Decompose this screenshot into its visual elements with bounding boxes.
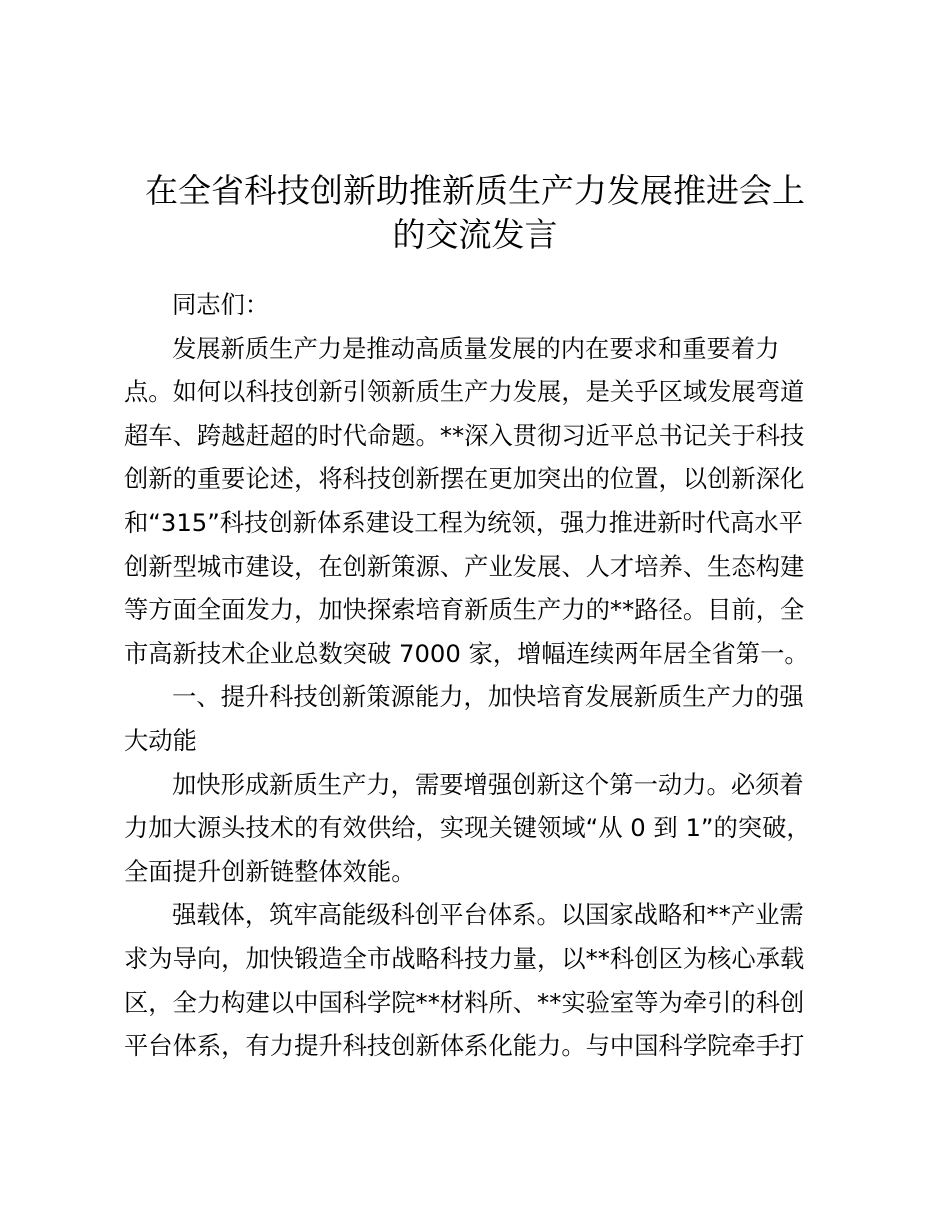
- section-heading-line: 一、提升科技创新策源能力，加快培育发展新质生产力的强: [172, 682, 804, 712]
- paragraph-line: 强载体，筑牢高能级科创平台体系。以国家战略和**产业需: [172, 900, 804, 930]
- paragraph-line: 等方面全面发力，加快探索培育新质生产力的**路径。目前，全: [124, 595, 805, 625]
- paragraph-line: 全面提升创新链整体效能。: [124, 856, 416, 886]
- paragraph-line: 加快形成新质生产力，需要增强创新这个第一动力。必须着: [172, 769, 804, 799]
- paragraph-line: 区，全力构建以中国科学院**材料所、**实验室等为牵引的科创: [124, 987, 805, 1017]
- paragraph-line: 和“315”科技创新体系建设工程为统领，强力推进新时代高水平: [124, 507, 803, 537]
- paragraph-line: 点。如何以科技创新引领新质生产力发展，是关乎区域发展弯道: [124, 377, 805, 407]
- paragraph-line: 平台体系，有力提升科技创新体系化能力。与中国科学院牵手打: [124, 1031, 805, 1061]
- document-body: [124, 283, 824, 1068]
- section-heading-line: 大动能: [124, 725, 197, 755]
- document-title: [100, 168, 850, 255]
- paragraph-line: 力加大源头技术的有效供给，实现关键领域“从 0 到 1”的突破，: [124, 813, 811, 843]
- paragraph-line: 求为导向，加快锻造全市战略科技力量，以**科创区为核心承载: [124, 943, 805, 973]
- title-line: 的交流发言: [392, 214, 558, 254]
- paragraph-line: 创新的重要论述，将科技创新摆在更加突出的位置，以创新深化: [124, 464, 805, 494]
- paragraph-line: 超车、跨越赶超的时代命题。**深入贯彻习近平总书记关于科技: [124, 420, 805, 450]
- paragraph-line: 发展新质生产力是推动高质量发展的内在要求和重要着力: [172, 333, 780, 363]
- salutation: 同志们：: [172, 290, 270, 319]
- paragraph-line: 市高新技术企业总数突破 7000 家，增幅连续两年居全省第一。: [124, 638, 809, 668]
- paragraph-line: 创新型城市建设，在创新策源、产业发展、人才培养、生态构建: [124, 551, 805, 581]
- title-line: 在全省科技创新助推新质生产力发展推进会上: [145, 171, 805, 210]
